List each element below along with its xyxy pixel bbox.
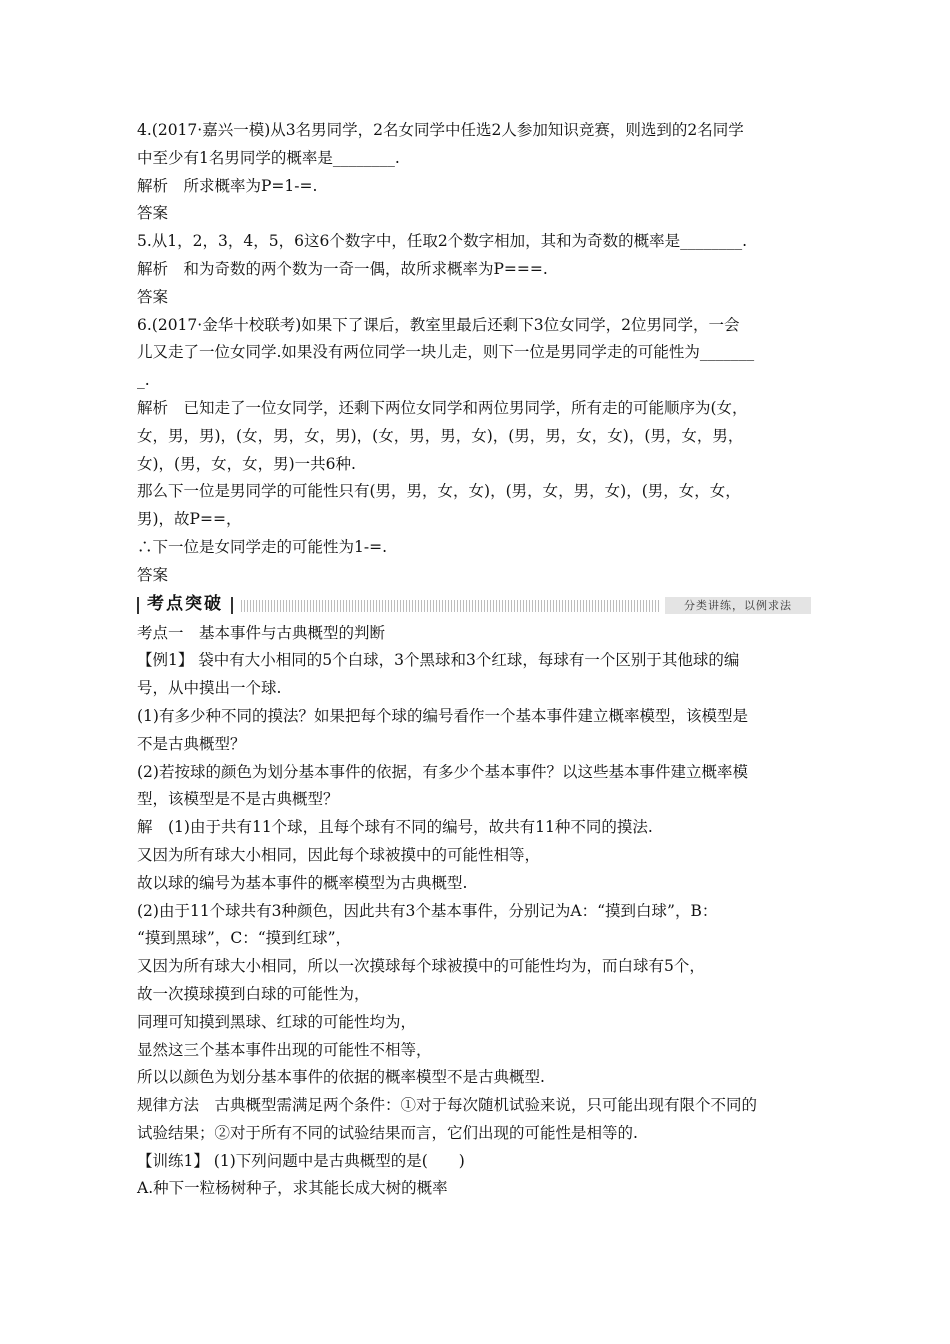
text-line: 答案: [137, 565, 169, 584]
text-line: 女)，(男，女，女，男)一共6种.: [137, 454, 356, 473]
text-line: _.: [137, 371, 150, 390]
text-line: 中至少有1名男同学的概率是________.: [137, 148, 400, 167]
text-line: 故以球的编号为基本事件的概率模型为古典概型.: [137, 873, 468, 892]
text-line: 解析 和为奇数的两个数为一奇一偶，故所求概率为P===.: [137, 259, 548, 278]
section-tagline: 分类讲练，以例求法: [665, 597, 811, 614]
text-line: 考点一 基本事件与古典概型的判断: [137, 623, 386, 642]
text-line: 【例1】 袋中有大小相同的5个白球，3个黑球和3个红球，每球有一个区别于其他球的编: [137, 651, 740, 670]
text-line: 答案: [137, 204, 169, 223]
text-line: 又因为所有球大小相同，所以一次摸球每个球被摸中的可能性均为，而白球有5个，: [137, 957, 705, 976]
text-line: 同理可知摸到黑球、红球的可能性均为，: [137, 1012, 417, 1031]
text-line: 儿又走了一位女同学.如果没有两位同学一块儿走，则下一位是男同学走的可能性为_______: [137, 343, 755, 362]
text-line: (1)有多少种不同的摸法？如果把每个球的编号看作一个基本事件建立概率模型，该模型是: [137, 706, 748, 725]
examples-block: [137, 620, 817, 1204]
section-header-band: [137, 590, 817, 620]
text-line: 试验结果；②对于所有不同的试验结果而言，它们出现的可能性是相等的.: [137, 1123, 638, 1142]
band-mid-divider: [231, 597, 233, 614]
text-line: 型，该模型是不是古典概型？: [137, 790, 339, 809]
text-line: 那么下一位是男同学的可能性只有(男，男，女，女)，(男，女，男，女)，(男，女，女，: [137, 482, 741, 501]
text-line: A.种下一粒杨树种子，求其能长成大树的概率: [137, 1179, 448, 1198]
text-line: “摸到黑球”，C：“摸到红球”，: [137, 929, 352, 948]
problems-block: [137, 117, 817, 590]
page-content: [137, 117, 817, 1203]
text-line: 6.(2017·金华十校联考)如果下了课后，教室里最后还剩下3位女同学，2位男同学，一会: [137, 315, 740, 334]
text-line: 不是古典概型？: [137, 734, 246, 753]
text-line: 又因为所有球大小相同，因此每个球被摸中的可能性相等，: [137, 845, 541, 864]
text-line: 5.从1，2，3，4，5，6这6个数字中，任取2个数字相加，其和为奇数的概率是________.: [137, 232, 748, 251]
text-line: ∴下一位是女同学走的可能性为1-=.: [137, 537, 388, 556]
section-title: 考点突破: [147, 593, 223, 614]
text-line: 解析 已知走了一位女同学，还剩下两位女同学和两位男同学，所有走的可能顺序为(女，: [137, 398, 748, 417]
text-line: 解析 所求概率为P=1-=.: [137, 176, 318, 195]
text-line: 所以以颜色为划分基本事件的依据的概率模型不是古典概型.: [137, 1068, 545, 1087]
text-line: (2)若按球的颜色为划分基本事件的依据，有多少个基本事件？以这些基本事件建立概率模: [137, 762, 748, 781]
text-line: 答案: [137, 287, 169, 306]
text-line: 故一次摸球摸到白球的可能性为，: [137, 984, 370, 1003]
text-line: 解 (1)由于共有11个球，且每个球有不同的编号，故共有11种不同的摸法.: [137, 818, 653, 837]
band-left-divider: [137, 597, 139, 614]
text-line: 男)，故P==，: [137, 510, 242, 529]
text-line: 显然这三个基本事件出现的可能性不相等，: [137, 1040, 432, 1059]
band-hatch-stripe: [241, 600, 661, 612]
text-line: 规律方法 古典概型需满足两个条件：①对于每次随机试验来说，只可能出现有限个不同的: [137, 1096, 758, 1115]
text-line: 4.(2017·嘉兴一模)从3名男同学，2名女同学中任选2人参加知识竞赛，则选到的2名同学: [137, 121, 744, 139]
text-line: (2)由于11个球共有3种颜色，因此共有3个基本事件，分别记为A：“摸到白球”，B：: [137, 901, 718, 920]
text-line: 【训练1】 (1)下列问题中是古典概型的是( ): [137, 1151, 465, 1170]
text-line: 号，从中摸出一个球.: [137, 679, 282, 698]
text-line: 女，男，男)，(女，男，女，男)，(女，男，男，女)，(男，男，女，女)，(男，女，男，: [137, 426, 744, 445]
